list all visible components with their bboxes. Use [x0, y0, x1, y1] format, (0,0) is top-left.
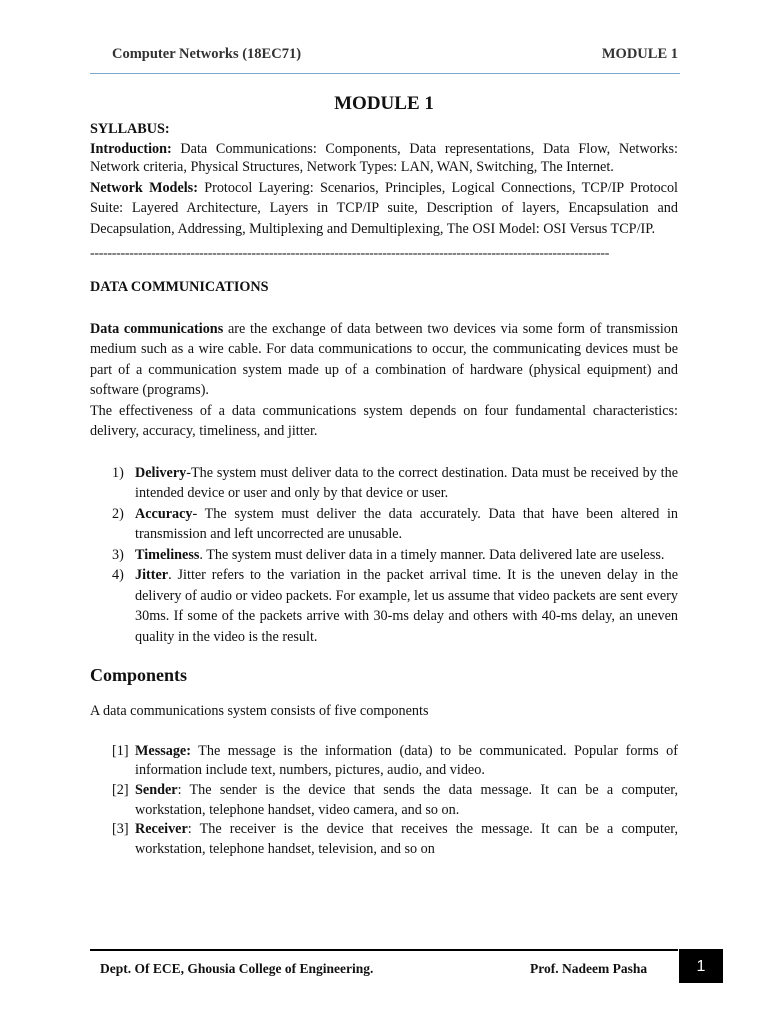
list-item — [90, 463, 678, 504]
intro-label: Introduction: — [90, 140, 172, 157]
page-body — [90, 91, 678, 860]
data-comm-paragraph-1 — [90, 319, 678, 401]
list-number: 2) — [112, 505, 124, 522]
section-divider: ----------------------------------------------------------------------------------------------------------------------- — [90, 246, 610, 261]
syllabus-network-models — [90, 178, 678, 240]
page-header — [90, 46, 680, 68]
list-item — [90, 545, 678, 566]
header-divider — [90, 73, 680, 74]
components-intro: A data communications system consists of five components — [90, 703, 429, 719]
list-number: [1] — [112, 742, 129, 759]
list-text: -The system must deliver data to the correct destination. Data must be received by the intended device or user and only by that device or user. — [135, 464, 678, 501]
intro-text: Data Communications: Components, Data representations, Data Flow, Networks: Network criteria, Physical Structures, Network Types: LAN, WAN, Switching, The Internet. — [90, 140, 678, 175]
list-term: Jitter — [135, 567, 169, 583]
header-module-label: MODULE 1 — [601, 46, 678, 62]
footer-author: Prof. Nadeem Pasha — [530, 961, 648, 976]
list-number: [3] — [112, 821, 129, 838]
list-term: Timeliness — [135, 546, 200, 563]
section-heading-data-communications: DATA COMMUNICATIONS — [90, 279, 269, 295]
header-course-title: Computer Networks (18EC71) — [112, 46, 302, 62]
list-text: . The system must deliver data in a timely manner. Data delivered late are useless. — [199, 546, 665, 563]
list-number: 4) — [112, 567, 124, 583]
data-comm-term: Data communications — [90, 320, 224, 337]
list-item — [90, 565, 678, 647]
section-heading-components: Components — [90, 665, 188, 685]
models-label: Network Models: — [90, 179, 198, 196]
list-text: . Jitter refers to the variation in the packet arrival time. It is the uneven delay in the delivery of audio or video packets. For example, let us assume that video packets are sent every 30ms. If some of the packets arrive with 30-ms delay and others with 40-ms delay, an uneven quality in the video is the result. — [135, 567, 678, 645]
list-term: Message: — [135, 742, 191, 759]
list-term: Sender — [135, 781, 178, 798]
list-term: Receiver — [135, 821, 188, 838]
models-text: Protocol Layering: Scenarios, Principles, Logical Connections, TCP/IP Protocol Suite: Layered Architecture, Layers in TCP/IP suite, Description of layers, Encapsulation and Decapsulation, Addressing, Multiplexing and Demultiplexing, The OSI Model: OSI Versus TCP/IP. — [90, 179, 679, 237]
data-comm-paragraph-2: The effectiveness of a data communications system depends on four fundamental characteristics: delivery, accuracy, timeliness, and jitter. — [90, 402, 678, 439]
page-number: 1 — [679, 949, 723, 983]
list-number: [2] — [112, 781, 129, 798]
page-title: MODULE 1 — [334, 93, 434, 114]
footer-divider — [90, 949, 678, 951]
data-comm-p1-text: are the exchange of data between two devices via some form of transmission medium such as a wire cable. For data communications to occur, the communicating devices must be part of a communication system made up of a combination of hardware (physical equipment) and software (programs). — [90, 320, 678, 398]
list-term: Delivery — [135, 464, 187, 481]
list-item — [90, 820, 678, 859]
list-item — [90, 781, 678, 820]
list-text: : The sender is the device that sends the data message. It can be a computer, workstation, telephone handset, video camera, and so on. — [135, 781, 678, 818]
list-text: : The receiver is the device that receives the message. It can be a computer, workstation, telephone handset, television, and so on — [135, 821, 678, 858]
list-number: 3) — [112, 546, 124, 563]
components-list — [90, 742, 678, 860]
syllabus-introduction — [90, 140, 678, 176]
list-number: 1) — [112, 464, 124, 481]
characteristics-list — [90, 463, 678, 648]
list-term: Accuracy — [135, 505, 193, 522]
list-item — [90, 742, 678, 781]
list-text: - The system must deliver the data accurately. Data that have been altered in transmission and left uncorrected are unusable. — [135, 505, 678, 542]
footer-department: Dept. Of ECE, Ghousia College of Engineering. — [100, 961, 374, 976]
syllabus-heading: SYLLABUS: — [90, 121, 170, 137]
list-text: The message is the information (data) to be communicated. Popular forms of information include text, numbers, pictures, audio, and video. — [135, 742, 678, 779]
list-item — [90, 504, 678, 545]
